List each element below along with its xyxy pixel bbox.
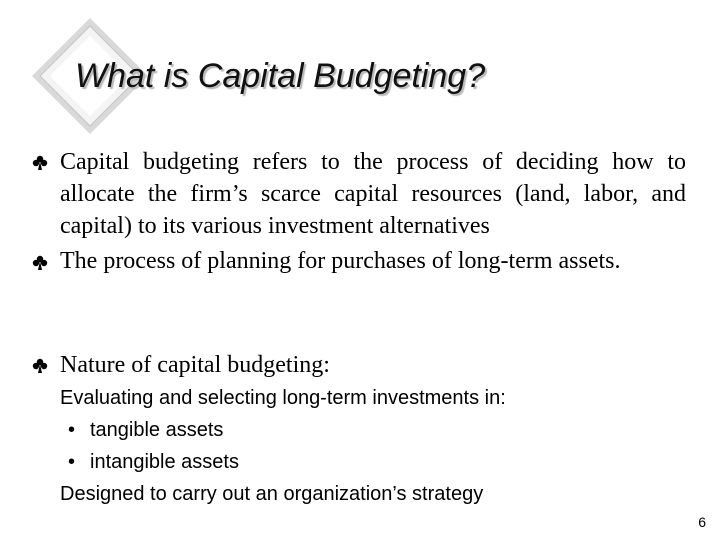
nature-item-intangible: intangible assets: [90, 451, 239, 473]
diamond-clover-bullet-icon: [32, 358, 48, 374]
nature-intro-text: Evaluating and selecting long-term investments in:: [60, 387, 506, 409]
bullet-text-nature-heading: Nature of capital budgeting:: [60, 352, 330, 378]
sub-bullet-marker: •: [68, 419, 76, 441]
slide-title: What is Capital Budgeting?: [75, 57, 486, 95]
bullet-text-capital-budgeting-definition: Capital budgeting refers to the process of deciding how to allocate the firm’s scarce capital resources (land, labor, and capital) to its various investment alternatives: [60, 149, 686, 239]
page-number: 6: [698, 514, 706, 530]
diamond-clover-bullet-icon: [32, 155, 48, 171]
nature-closing-text: Designed to carry out an organization’s strategy: [60, 483, 484, 505]
bullet-text-planning-process: The process of planning for purchases of long-term assets.: [60, 248, 621, 274]
sub-bullet-marker: •: [68, 451, 76, 473]
nature-item-tangible: tangible assets: [90, 419, 224, 441]
diamond-clover-bullet-icon: [32, 255, 48, 271]
